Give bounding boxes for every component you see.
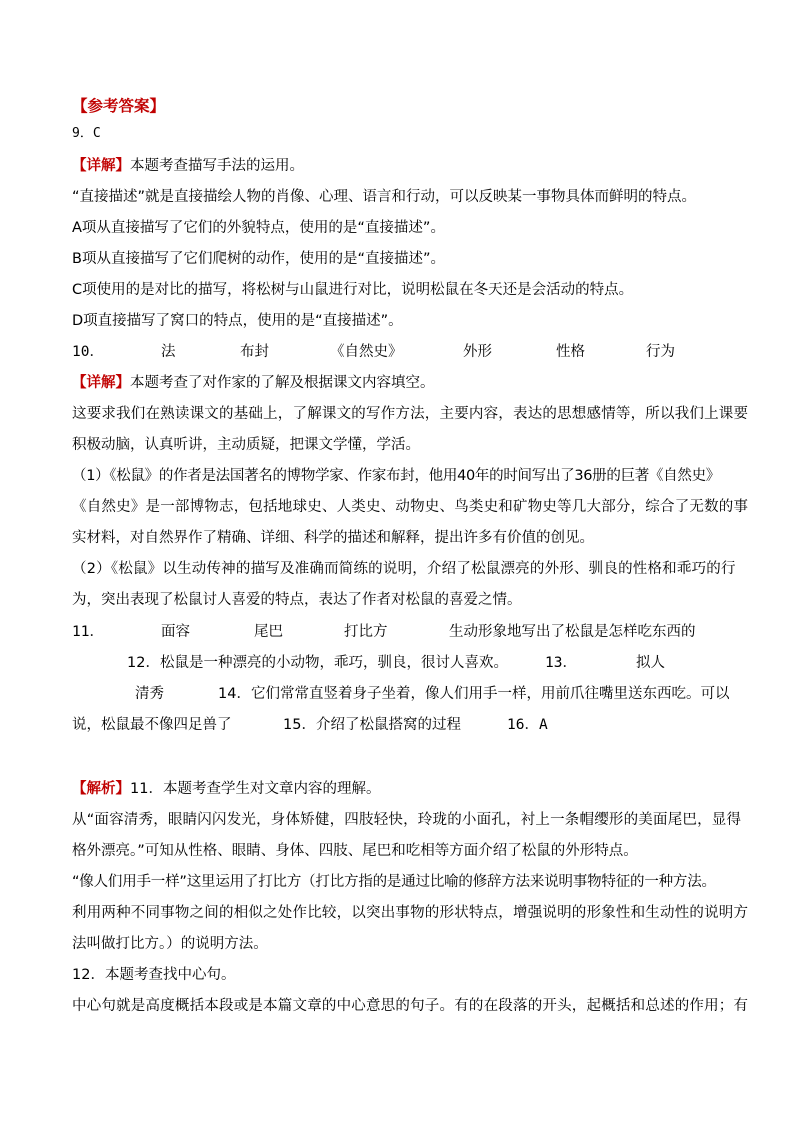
analysis-para3-line1: 中心句就是高度概括本段或是本篇文章的中心意思的句子。有的在段落的开头，起概括和总述的作用；有 [72, 998, 749, 1014]
q10-blank-2: 布封 [240, 344, 269, 360]
q11-blank-3: 打比方 [344, 624, 388, 640]
detail-tag: 【详解】 [72, 158, 130, 174]
q10-para1-line2: 积极动脑，认真听讲，主动质疑，把课文学懂，学活。 [72, 437, 420, 453]
q13-number: 13． [545, 655, 577, 671]
q10-para2-line2: 《自然史》是一部博物志，包括地球史、人类史、动物史、鸟类史和矿物史等几大部分，综合了无数的事 [72, 499, 749, 515]
q9-detail [72, 156, 732, 176]
analysis-para2-line1: “像人们用手一样”这里运用了打比方（打比方指的是通过比喻的修辞方法来说明事物特征的一种方法。 [72, 874, 716, 890]
q9-paragraph: “直接描述”就是直接描绘人物的肖像、心理、语言和行动，可以反映某一事物具体而鲜明的特点。 [72, 189, 697, 205]
q10-blank-3: 《自然史》 [330, 344, 403, 360]
q14-answer: 14．它们常常直竖着身子坐着，像人们用手一样，用前爪往嘴里送东西吃。可以 [218, 686, 730, 702]
detail-tag: 【详解】 [72, 375, 130, 391]
q13-blank-1: 拟人 [636, 655, 665, 671]
q9-answer: 9．C [72, 126, 101, 141]
q10-para3-line1: （2）《松鼠》以生动传神的描写及准确而简练的说明，介绍了松鼠漂亮的外形、驯良的性格和乖巧的行 [72, 561, 736, 577]
q10-para1-line1: 这要求我们在熟读课文的基础上，了解课文的写作方法，主要内容，表达的思想感情等，所以我们上课要 [72, 406, 749, 422]
q9-option-a: A项从直接描写了它们的外貌特点，使用的是“直接描述”。 [72, 220, 445, 236]
detail-text: 本题考查描写手法的运用。 [130, 158, 304, 174]
q10-para2-line1: （1）《松鼠》的作者是法国著名的博物学家、作家布封，他用40年的时间写出了36册的巨著《自然史》 [72, 468, 720, 484]
q10-detail [72, 373, 732, 393]
q11-number: 11． [72, 624, 104, 640]
q9-option-d: D项直接描写了窝口的特点，使用的是“直接描述”。 [72, 313, 403, 329]
analysis-para1-line1: 从“面容清秀，眼睛闪闪发光，身体矫健，四肢轻快，玲珑的小面孔，衬上一条帽缨形的美面尾巴，显得 [72, 812, 742, 828]
q10-para3-line2: 为，突出表现了松鼠讨人喜爱的特点，表达了作者对松鼠的喜爱之情。 [72, 592, 522, 608]
q10-number: 10． [72, 344, 104, 360]
analysis-q11 [72, 779, 732, 799]
q10-blank-1: 法 [161, 344, 176, 360]
analysis-para2-line3: 法叫做打比方。）的说明方法。 [72, 936, 268, 952]
analysis-q11-text: 11．本题考查学生对文章内容的理解。 [130, 781, 381, 797]
q9-option-c: C项使用的是对比的描写，将松树与山鼠进行对比，说明松鼠在冬天还是会活动的特点。 [72, 282, 634, 298]
q14-answer-cont: 说，松鼠最不像四足兽了 [72, 717, 232, 733]
q10-blank-5: 性格 [556, 344, 585, 360]
q12-answer: 12．松鼠是一种漂亮的小动物，乖巧，驯良，很讨人喜欢。 [127, 655, 508, 671]
analysis-q12: 12．本题考查找中心句。 [72, 967, 236, 983]
analysis-tag: 【解析】 [72, 781, 130, 797]
q11-blank-1: 面容 [161, 624, 190, 640]
detail-text: 本题考查了对作家的了解及根据课文内容填空。 [130, 375, 435, 391]
analysis-para1-line2: 格外漂亮。”可知从性格、眼睛、身体、四肢、尾巴和吃相等方面介绍了松鼠的外形特点。 [72, 843, 638, 859]
q10-blank-4: 外形 [463, 344, 492, 360]
answer-heading: 【参考答案】 [72, 97, 166, 115]
q15-answer: 15．介绍了松鼠搭窝的过程 [283, 717, 461, 733]
q10-blank-6: 行为 [646, 344, 675, 360]
q10-para2-line3: 实材料，对自然界作了精确、详细、科学的描述和解释，提出许多有价值的创见。 [72, 530, 594, 546]
q16-answer: 16．A [507, 717, 548, 733]
analysis-para2-line2: 利用两种不同事物之间的相似之处作比较，以突出事物的形状特点，增强说明的形象性和生动性的说明方 [72, 905, 749, 921]
q13-blank-2: 清秀 [135, 686, 164, 702]
q11-blank-2: 尾巴 [254, 624, 283, 640]
q9-option-b: B项从直接描写了它们爬树的动作，使用的是“直接描述”。 [72, 251, 445, 267]
q11-blank-4: 生动形象地写出了松鼠是怎样吃东西的 [449, 624, 696, 640]
